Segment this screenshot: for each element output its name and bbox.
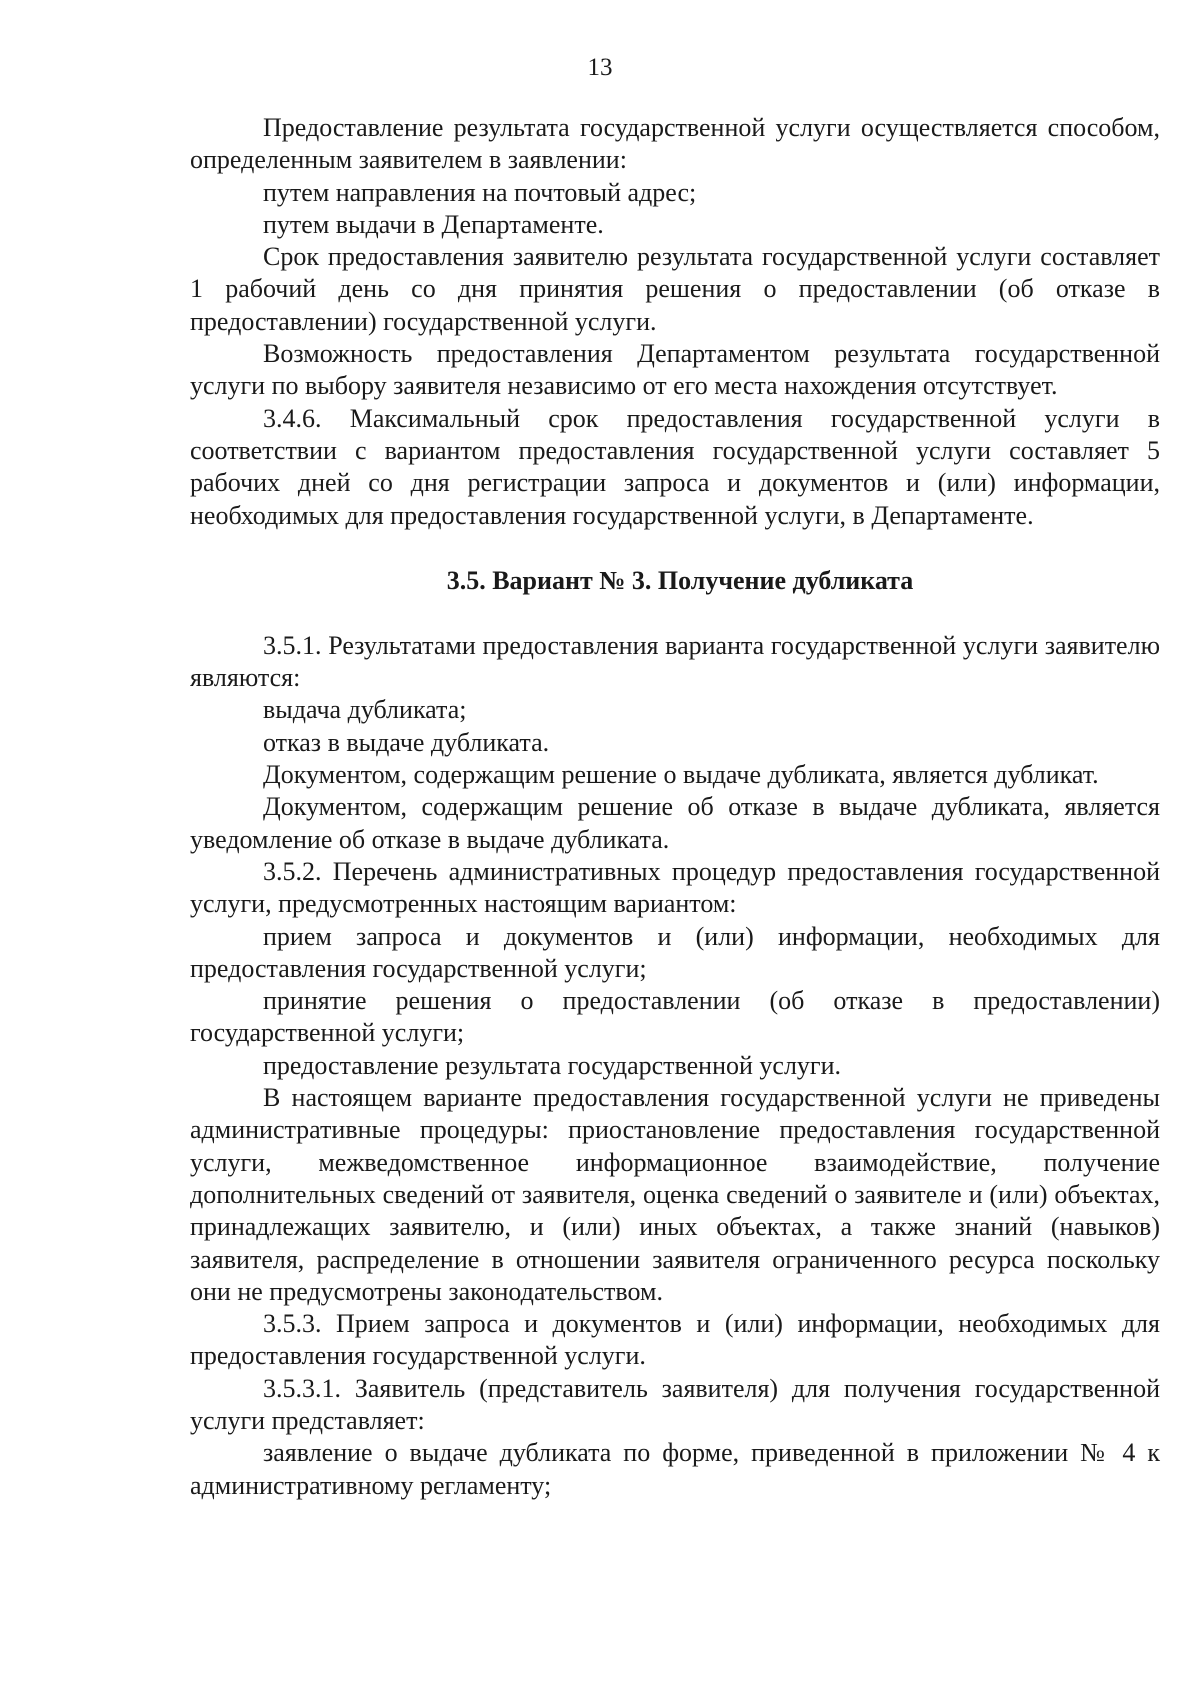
paragraph: отказ в выдаче дубликата. bbox=[263, 727, 550, 757]
page-number: 13 bbox=[587, 54, 613, 81]
paragraph: предоставление результата государственной услуги. bbox=[263, 1050, 842, 1080]
paragraph: Срок предоставления заявителю результата государственной услуги составляет 1 рабочий день со дня принятия решения о предоставлении (об отказе в предоставлении) государственной услуги. bbox=[190, 242, 1160, 336]
paragraph: прием запроса и документов и (или) информации, необходимых для предоставления государственной услуги; bbox=[190, 921, 1160, 983]
paragraph: 3.5.3. Прием запроса и документов и (или) информации, необходимых для предоставления государственной услуги. bbox=[190, 1309, 1160, 1371]
paragraph: 3.5.1. Результатами предоставления варианта государственной услуги заявителю являются: bbox=[190, 630, 1160, 693]
paragraph: Документом, содержащим решение об отказе в выдаче дубликата, является уведомление об отказе в выдаче дубликата. bbox=[190, 792, 1160, 854]
paragraph: путем направления на почтовый адрес; bbox=[263, 177, 697, 207]
paragraph: 3.4.6. Максимальный срок предоставления государственной услуги в соответствии с вариантом предоставления государственной услуги составляет 5 рабочих дней со дня регистрации запроса и документов и (или) информации, необходимых для предоставления государственной услуги, в Департаменте. bbox=[190, 403, 1160, 530]
paragraph: Предоставление результата государственной услуги осуществляется способом, определенным заявителем в заявлении: bbox=[190, 113, 1160, 175]
paragraph: выдача дубликата; bbox=[263, 695, 467, 725]
paragraph: принятие решения о предоставлении (об отказе в предоставлении) государственной услуги; bbox=[190, 986, 1160, 1048]
paragraph: 3.5.2. Перечень административных процедур предоставления государственной услуги, предусмотренных настоящим вариантом: bbox=[190, 856, 1160, 919]
paragraph: Документом, содержащим решение о выдаче дубликата, является дубликат. bbox=[263, 760, 1099, 790]
paragraph: В настоящем варианте предоставления государственной услуги не приведены административные процедуры: приостановление предоставления государственной услуги, межведомственное информационное взаимодействие, получение дополнительных сведений от заявителя, оценка сведений о заявителе и (или) объектах, принадлежащих заявителю, и (или) иных объектах, а также знаний (навыков) заявителя, распределение в отношении заявителя ограниченного ресурса поскольку они не предусмотрены законодательством. bbox=[190, 1083, 1160, 1306]
document-body bbox=[190, 112, 1160, 1502]
paragraph: заявление о выдаче дубликата по форме, приведенной в приложении № 4 к административному регламенту; bbox=[190, 1438, 1160, 1500]
paragraph: Возможность предоставления Департаментом результата государственной услуги по выбору заявителя независимо от его места нахождения отсутствует. bbox=[190, 339, 1160, 401]
paragraph: путем выдачи в Департаменте. bbox=[263, 209, 604, 239]
paragraph: 3.5.3.1. Заявитель (представитель заявителя) для получения государственной услуги представляет: bbox=[190, 1373, 1160, 1435]
section-heading: 3.5. Вариант № 3. Получение дубликата bbox=[446, 565, 914, 595]
